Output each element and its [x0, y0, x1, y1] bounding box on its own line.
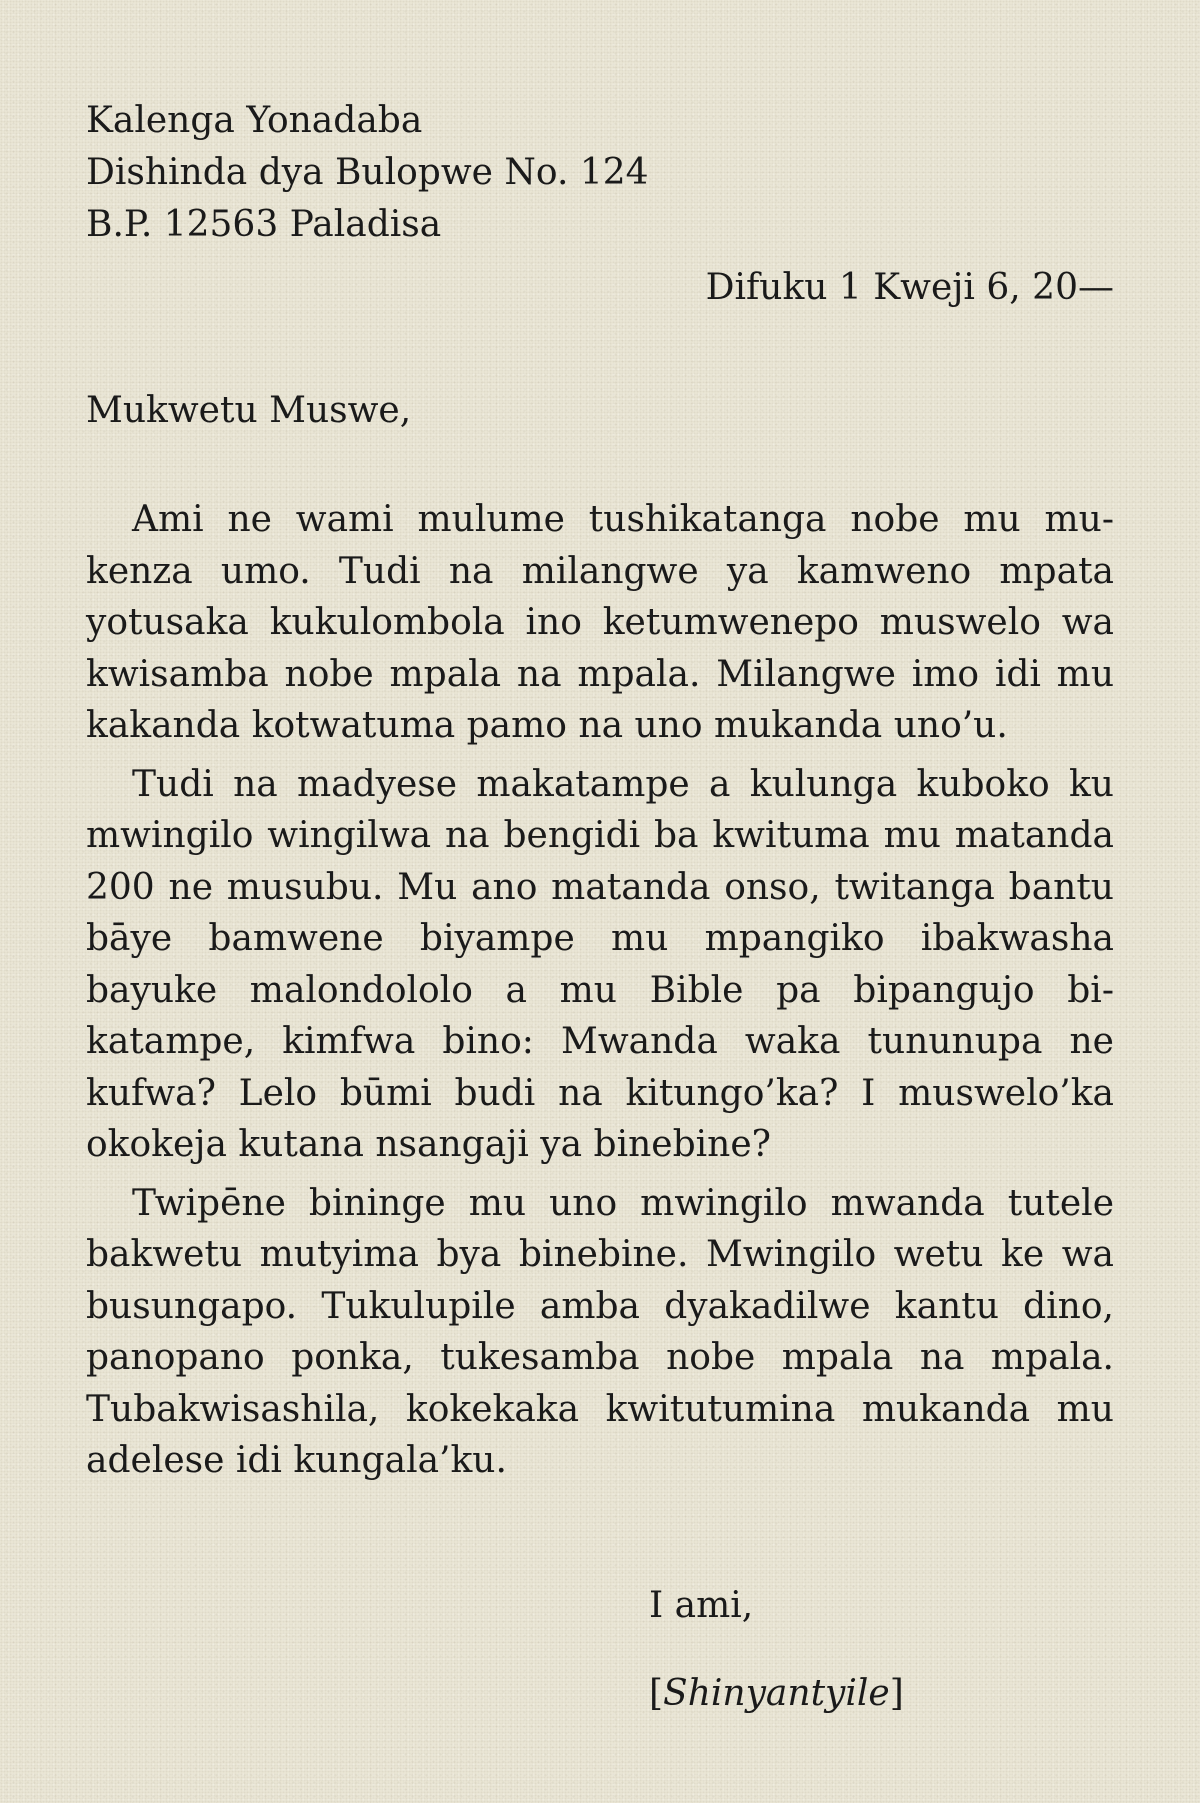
sender-address-block: [86, 95, 649, 251]
signature-close-bracket: ]: [889, 1673, 904, 1714]
letter-body: [86, 494, 1114, 1494]
letter: [86, 0, 1114, 1803]
body-paragraph-2: Tudi na madyese makatampe a kulunga kuboko ku mwingilo wingilwa na bengidi ba kwituma mu matanda 200 ne musubu. Mu ano matanda onso, twitanga bantu bāye bamwene biyampe mu mpangiko ibakwasha bayuke malondololo a mu Bible pa bipangujo bikatampe, kimfwa bino: Mwanda waka tununupa ne kufwa? Lelo būmi budi na kitungo’ka? I muswelo’ka okokeja kutana nsangaji ya binebine?: [86, 763, 1114, 1165]
signature-name: Shinyantyile: [663, 1673, 890, 1714]
sender-address-line: Dishinda dya Bulopwe No. 124: [86, 152, 649, 193]
sender-postal-line: B.P. 12563 Paladisa: [86, 204, 442, 245]
salutation: Mukwetu Muswe,: [86, 390, 412, 431]
body-paragraph-1: Ami ne wami mulume tushikatanga nobe mu mukenza umo. Tudi na milangwe ya kamweno mpata yotusaka kukulombola ino ketumwenepo muswelo wa kwisamba nobe mpala na mpala. Milangwe imo idi mu kakanda kotwatuma pamo na uno mukanda uno’u.: [86, 499, 1114, 746]
sender-name: Kalenga Yonadaba: [86, 100, 423, 141]
signature: [649, 1668, 904, 1720]
letter-date: Difuku 1 Kweji 6, 20—: [705, 267, 1114, 308]
signature-open-bracket: [: [649, 1673, 664, 1714]
body-paragraph-3: Twipēne bininge mu uno mwingilo mwanda tutele bakwetu mutyima bya binebine. Mwingilo wetu ke wa busungapo. Tukulupile amba dyakadilwe kantu dino, panopano ponka, tukesamba nobe mpala na mpala. Tubakwisashila, kokekaka kwitutumina mukanda mu adelese idi kungala’ku.: [86, 1182, 1114, 1481]
closing: I ami,: [649, 1585, 754, 1626]
